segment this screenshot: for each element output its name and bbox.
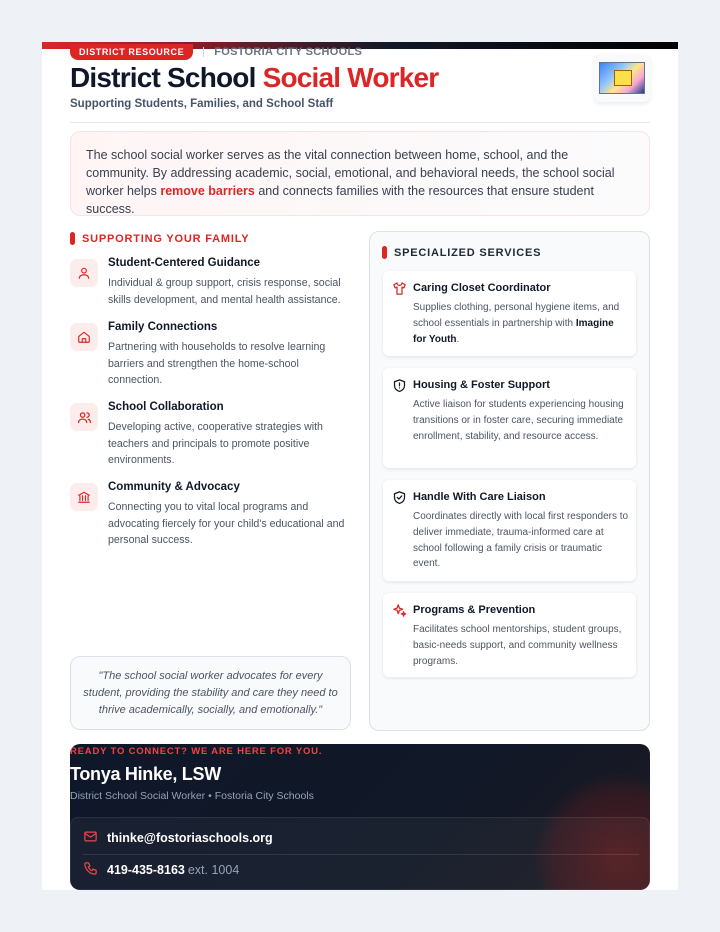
service-title: Housing & Foster Support — [413, 379, 550, 391]
family-section-heading — [70, 232, 249, 245]
home-icon — [70, 323, 98, 351]
service-description-text: Supplies clothing, personal hygiene items, and school essentials in partnership with — [413, 302, 620, 329]
shield-check-icon — [392, 490, 408, 506]
family-item-description: Connecting you to vital local programs and advocating fiercely for your child's educational and personal success. — [108, 501, 345, 546]
services-heading-text: SPECIALIZED SERVICES — [394, 246, 542, 259]
family-item-title: Student-Centered Guidance — [108, 257, 261, 269]
phone-icon — [83, 861, 98, 879]
shirt-icon — [392, 281, 408, 297]
header-divider — [70, 122, 650, 123]
logo-image — [599, 62, 645, 94]
flyer-page — [42, 42, 678, 890]
family-item-title: School Collaboration — [108, 401, 224, 413]
email-row[interactable] — [83, 829, 273, 847]
school-logo — [594, 54, 650, 102]
contact-details — [70, 817, 650, 890]
mail-icon — [83, 829, 98, 847]
phone-number[interactable] — [107, 863, 239, 877]
intro-text-after: and connects families with the resources that ensure student success. — [86, 184, 594, 216]
service-card — [383, 480, 636, 581]
family-item-title: Community & Advocacy — [108, 481, 240, 493]
service-title: Handle With Care Liaison — [413, 491, 546, 503]
phone-row[interactable] — [83, 861, 239, 879]
intro-highlight: remove barriers — [160, 184, 255, 198]
service-description — [413, 300, 629, 347]
service-card — [383, 368, 636, 468]
meta-divider — [203, 47, 204, 57]
phone-extension: ext. 1004 — [187, 863, 240, 877]
service-description-suffix: . — [456, 333, 460, 345]
contact-divider — [83, 854, 639, 855]
family-item-description: Partnering with households to resolve learning barriers and strengthen the home-school connection. — [108, 341, 326, 386]
contact-role: District School Social Worker • Fostoria City Schools — [70, 790, 314, 802]
intro-text-before: The school social worker serves as the vital connection between home, school, and the community. By addressing academic, social, emotional, and behavioral needs, the school social worker helps — [86, 148, 615, 198]
contact-kicker: READY TO CONNECT? WE ARE HERE FOR YOU. — [70, 746, 323, 757]
phone-digits: 419-435-8163 — [107, 863, 185, 877]
title-accent: Social Worker — [262, 62, 439, 93]
organization-name: FOSTORIA CITY SCHOOLS — [214, 46, 363, 58]
services-panel — [369, 231, 650, 731]
service-title: Caring Closet Coordinator — [413, 282, 551, 294]
contact-name: Tonya Hinke, LSW — [70, 764, 221, 784]
family-item-description: Developing active, cooperative strategies with teachers and principals to promote positive environments. — [108, 421, 323, 466]
service-description: Coordinates directly with local first responders to deliver immediate, trauma-informed care at school following a family crisis or traumatic event. — [413, 511, 629, 570]
service-description: Active liaison for students experiencing housing transitions or in foster care, securing immediate enrollment, stability, and resource access. — [413, 399, 624, 442]
service-card — [383, 271, 636, 356]
shield-alert-icon — [392, 378, 408, 394]
users-icon — [70, 403, 98, 431]
title-main: District School — [70, 62, 263, 93]
service-card — [383, 593, 636, 677]
user-icon — [70, 259, 98, 287]
contact-panel — [70, 744, 650, 890]
advocacy-quote: "The school social worker advocates for every student, providing the stability and care they need to thrive academically, socially, and emotionally." — [70, 656, 351, 730]
resource-badge: DISTRICT RESOURCE — [70, 44, 193, 60]
family-heading-text: SUPPORTING YOUR FAMILY — [82, 232, 250, 245]
service-title: Programs & Prevention — [413, 604, 536, 616]
page-title — [70, 62, 438, 94]
page-subtitle: Supporting Students, Families, and School Staff — [70, 98, 334, 110]
heading-marker — [382, 246, 387, 259]
header-meta — [70, 44, 362, 60]
services-section-heading — [382, 246, 541, 259]
intro-callout — [70, 131, 650, 216]
family-item-description: Individual & group support, crisis response, social skills development, and mental health assistance. — [108, 277, 341, 306]
sparkles-icon — [392, 603, 408, 619]
email-link[interactable]: thinke@fostoriaschools.org — [107, 831, 273, 845]
heading-marker — [70, 232, 75, 245]
family-item-title: Family Connections — [108, 321, 218, 333]
partner-name: Imagine for Youth — [413, 317, 614, 345]
service-description: Facilitates school mentorships, student groups, basic-needs support, and community wellness programs. — [413, 624, 622, 667]
landmark-icon — [70, 483, 98, 511]
